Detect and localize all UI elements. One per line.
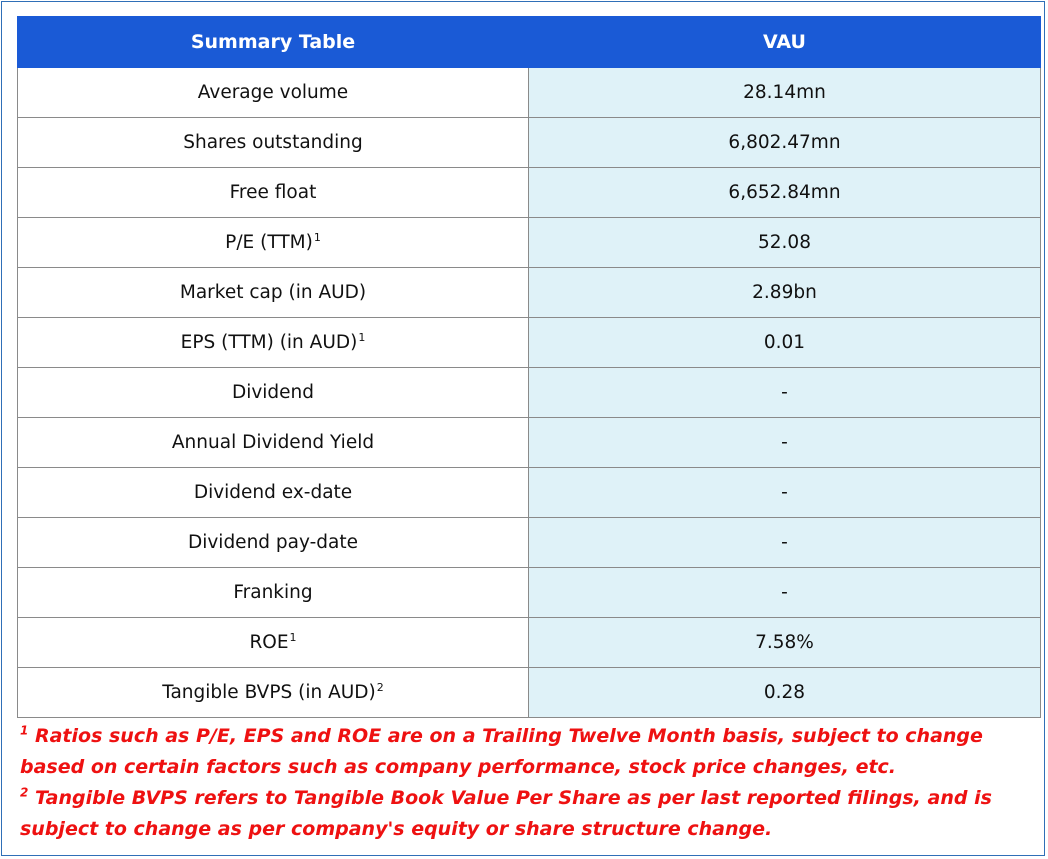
- footnotes: [20, 721, 1030, 845]
- metric-label: EPS (TTM) (in AUD): [180, 332, 358, 353]
- metric-label: Dividend: [231, 382, 315, 403]
- footnote-ref: 2: [376, 680, 384, 694]
- metric-label: Annual Dividend Yield: [171, 432, 375, 453]
- metric-label: Average volume: [197, 82, 349, 103]
- metric-label: ROE: [249, 632, 289, 653]
- metric-cell: [18, 668, 529, 718]
- table-row: [18, 268, 1041, 318]
- value-cell: 6,652.84mn: [529, 168, 1041, 218]
- table-row: [18, 218, 1041, 268]
- value-cell: -: [529, 418, 1041, 468]
- footnote-ref: 1: [313, 230, 321, 244]
- footnote-text: Ratios such as P/E, EPS and ROE are on a Trailing Twelve Month basis, subject to change based on certain factors such as company performance, stock price changes, etc.: [20, 725, 983, 778]
- footnote-mark: 2: [20, 785, 29, 800]
- table-row: [18, 318, 1041, 368]
- header-ticker: VAU: [529, 17, 1041, 68]
- metric-label: Franking: [233, 582, 313, 603]
- metric-cell: [18, 168, 529, 218]
- value-cell: -: [529, 468, 1041, 518]
- metric-label: Market cap (in AUD): [179, 282, 367, 303]
- metric-cell: [18, 568, 529, 618]
- value-cell: 2.89bn: [529, 268, 1041, 318]
- table-row: [18, 68, 1041, 118]
- metric-cell: [18, 218, 529, 268]
- metric-cell: [18, 418, 529, 468]
- footnote-2: [20, 783, 1030, 845]
- table-header-row: [18, 17, 1041, 68]
- table-row: [18, 568, 1041, 618]
- metric-label: P/E (TTM): [225, 232, 313, 253]
- metric-cell: [18, 118, 529, 168]
- summary-table: [17, 16, 1041, 718]
- value-cell: 0.28: [529, 668, 1041, 718]
- table-row: [18, 118, 1041, 168]
- value-cell: 7.58%: [529, 618, 1041, 668]
- metric-label: Dividend ex-date: [193, 482, 353, 503]
- metric-cell: [18, 368, 529, 418]
- metric-cell: [18, 68, 529, 118]
- metric-cell: [18, 468, 529, 518]
- table-row: [18, 418, 1041, 468]
- metric-cell: [18, 518, 529, 568]
- metric-label: Free float: [229, 182, 317, 203]
- footnote-1: [20, 721, 1030, 783]
- table-row: [18, 468, 1041, 518]
- header-summary-table: Summary Table: [18, 17, 529, 68]
- metric-cell: [18, 618, 529, 668]
- metric-cell: [18, 268, 529, 318]
- footnote-ref: 1: [358, 330, 366, 344]
- table-row: [18, 618, 1041, 668]
- footnote-mark: 1: [20, 723, 29, 738]
- value-cell: 0.01: [529, 318, 1041, 368]
- table-row: [18, 168, 1041, 218]
- value-cell: -: [529, 568, 1041, 618]
- metric-label: Shares outstanding: [183, 132, 363, 153]
- footnote-ref: 1: [289, 630, 297, 644]
- value-cell: 52.08: [529, 218, 1041, 268]
- value-cell: -: [529, 368, 1041, 418]
- value-cell: 6,802.47mn: [529, 118, 1041, 168]
- metric-label: Dividend pay-date: [187, 532, 359, 553]
- metric-label: Tangible BVPS (in AUD): [162, 682, 376, 703]
- summary-frame: [1, 1, 1045, 856]
- table-row: [18, 518, 1041, 568]
- table-row: [18, 368, 1041, 418]
- value-cell: 28.14mn: [529, 68, 1041, 118]
- footnote-text: Tangible BVPS refers to Tangible Book Value Per Share as per last reported filings, and is subject to change as per company's equity or share structure change.: [20, 787, 992, 840]
- metric-cell: [18, 318, 529, 368]
- table-row: [18, 668, 1041, 718]
- value-cell: -: [529, 518, 1041, 568]
